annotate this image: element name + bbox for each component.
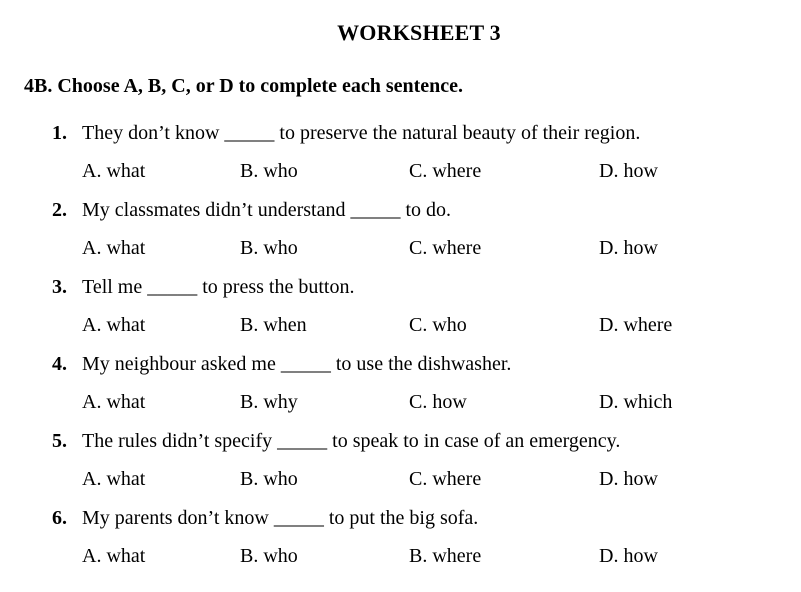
question-number: 2.: [52, 199, 67, 221]
option-b: B. who: [240, 545, 298, 567]
option-c: C. where: [409, 237, 482, 259]
question-text: They don’t know _____ to preserve the natural beauty of their region.: [82, 122, 641, 144]
question-6: [0, 507, 801, 585]
question-number: 3.: [52, 276, 67, 298]
option-d: D. where: [599, 314, 673, 336]
option-c: B. where: [409, 545, 482, 567]
question-text: The rules didn’t specify _____ to speak to in case of an emergency.: [82, 430, 621, 452]
exercise-instruction: 4B. Choose A, B, C, or D to complete each sentence.: [24, 75, 464, 97]
option-c: C. who: [409, 314, 467, 336]
option-c: C. where: [409, 160, 482, 182]
question-1: [0, 122, 801, 200]
worksheet-title: WORKSHEET 3: [337, 20, 501, 45]
question-3: [0, 276, 801, 354]
option-a: A. what: [82, 468, 146, 490]
question-number: 5.: [52, 430, 67, 452]
option-b: B. who: [240, 237, 298, 259]
question-5: [0, 430, 801, 508]
question-number: 1.: [52, 122, 67, 144]
question-text: My parents don’t know _____ to put the big sofa.: [82, 507, 479, 529]
option-a: A. what: [82, 545, 146, 567]
question-text: Tell me _____ to press the button.: [82, 276, 355, 298]
option-b: B. who: [240, 468, 298, 490]
option-b: B. why: [240, 391, 298, 413]
option-c: C. where: [409, 468, 482, 490]
option-d: D. how: [599, 545, 658, 567]
option-d: D. which: [599, 391, 673, 413]
option-a: A. what: [82, 237, 146, 259]
question-text: My classmates didn’t understand _____ to do.: [82, 199, 452, 221]
option-b: B. who: [240, 160, 298, 182]
option-a: A. what: [82, 160, 146, 182]
question-4: [0, 353, 801, 431]
option-b: B. when: [240, 314, 307, 336]
question-number: 4.: [52, 353, 67, 375]
question-2: [0, 199, 801, 277]
option-d: D. how: [599, 468, 658, 490]
option-a: A. what: [82, 314, 146, 336]
option-d: D. how: [599, 237, 658, 259]
option-c: C. how: [409, 391, 467, 413]
option-d: D. how: [599, 160, 658, 182]
option-a: A. what: [82, 391, 146, 413]
question-text: My neighbour asked me _____ to use the dishwasher.: [82, 353, 512, 375]
question-number: 6.: [52, 507, 67, 529]
